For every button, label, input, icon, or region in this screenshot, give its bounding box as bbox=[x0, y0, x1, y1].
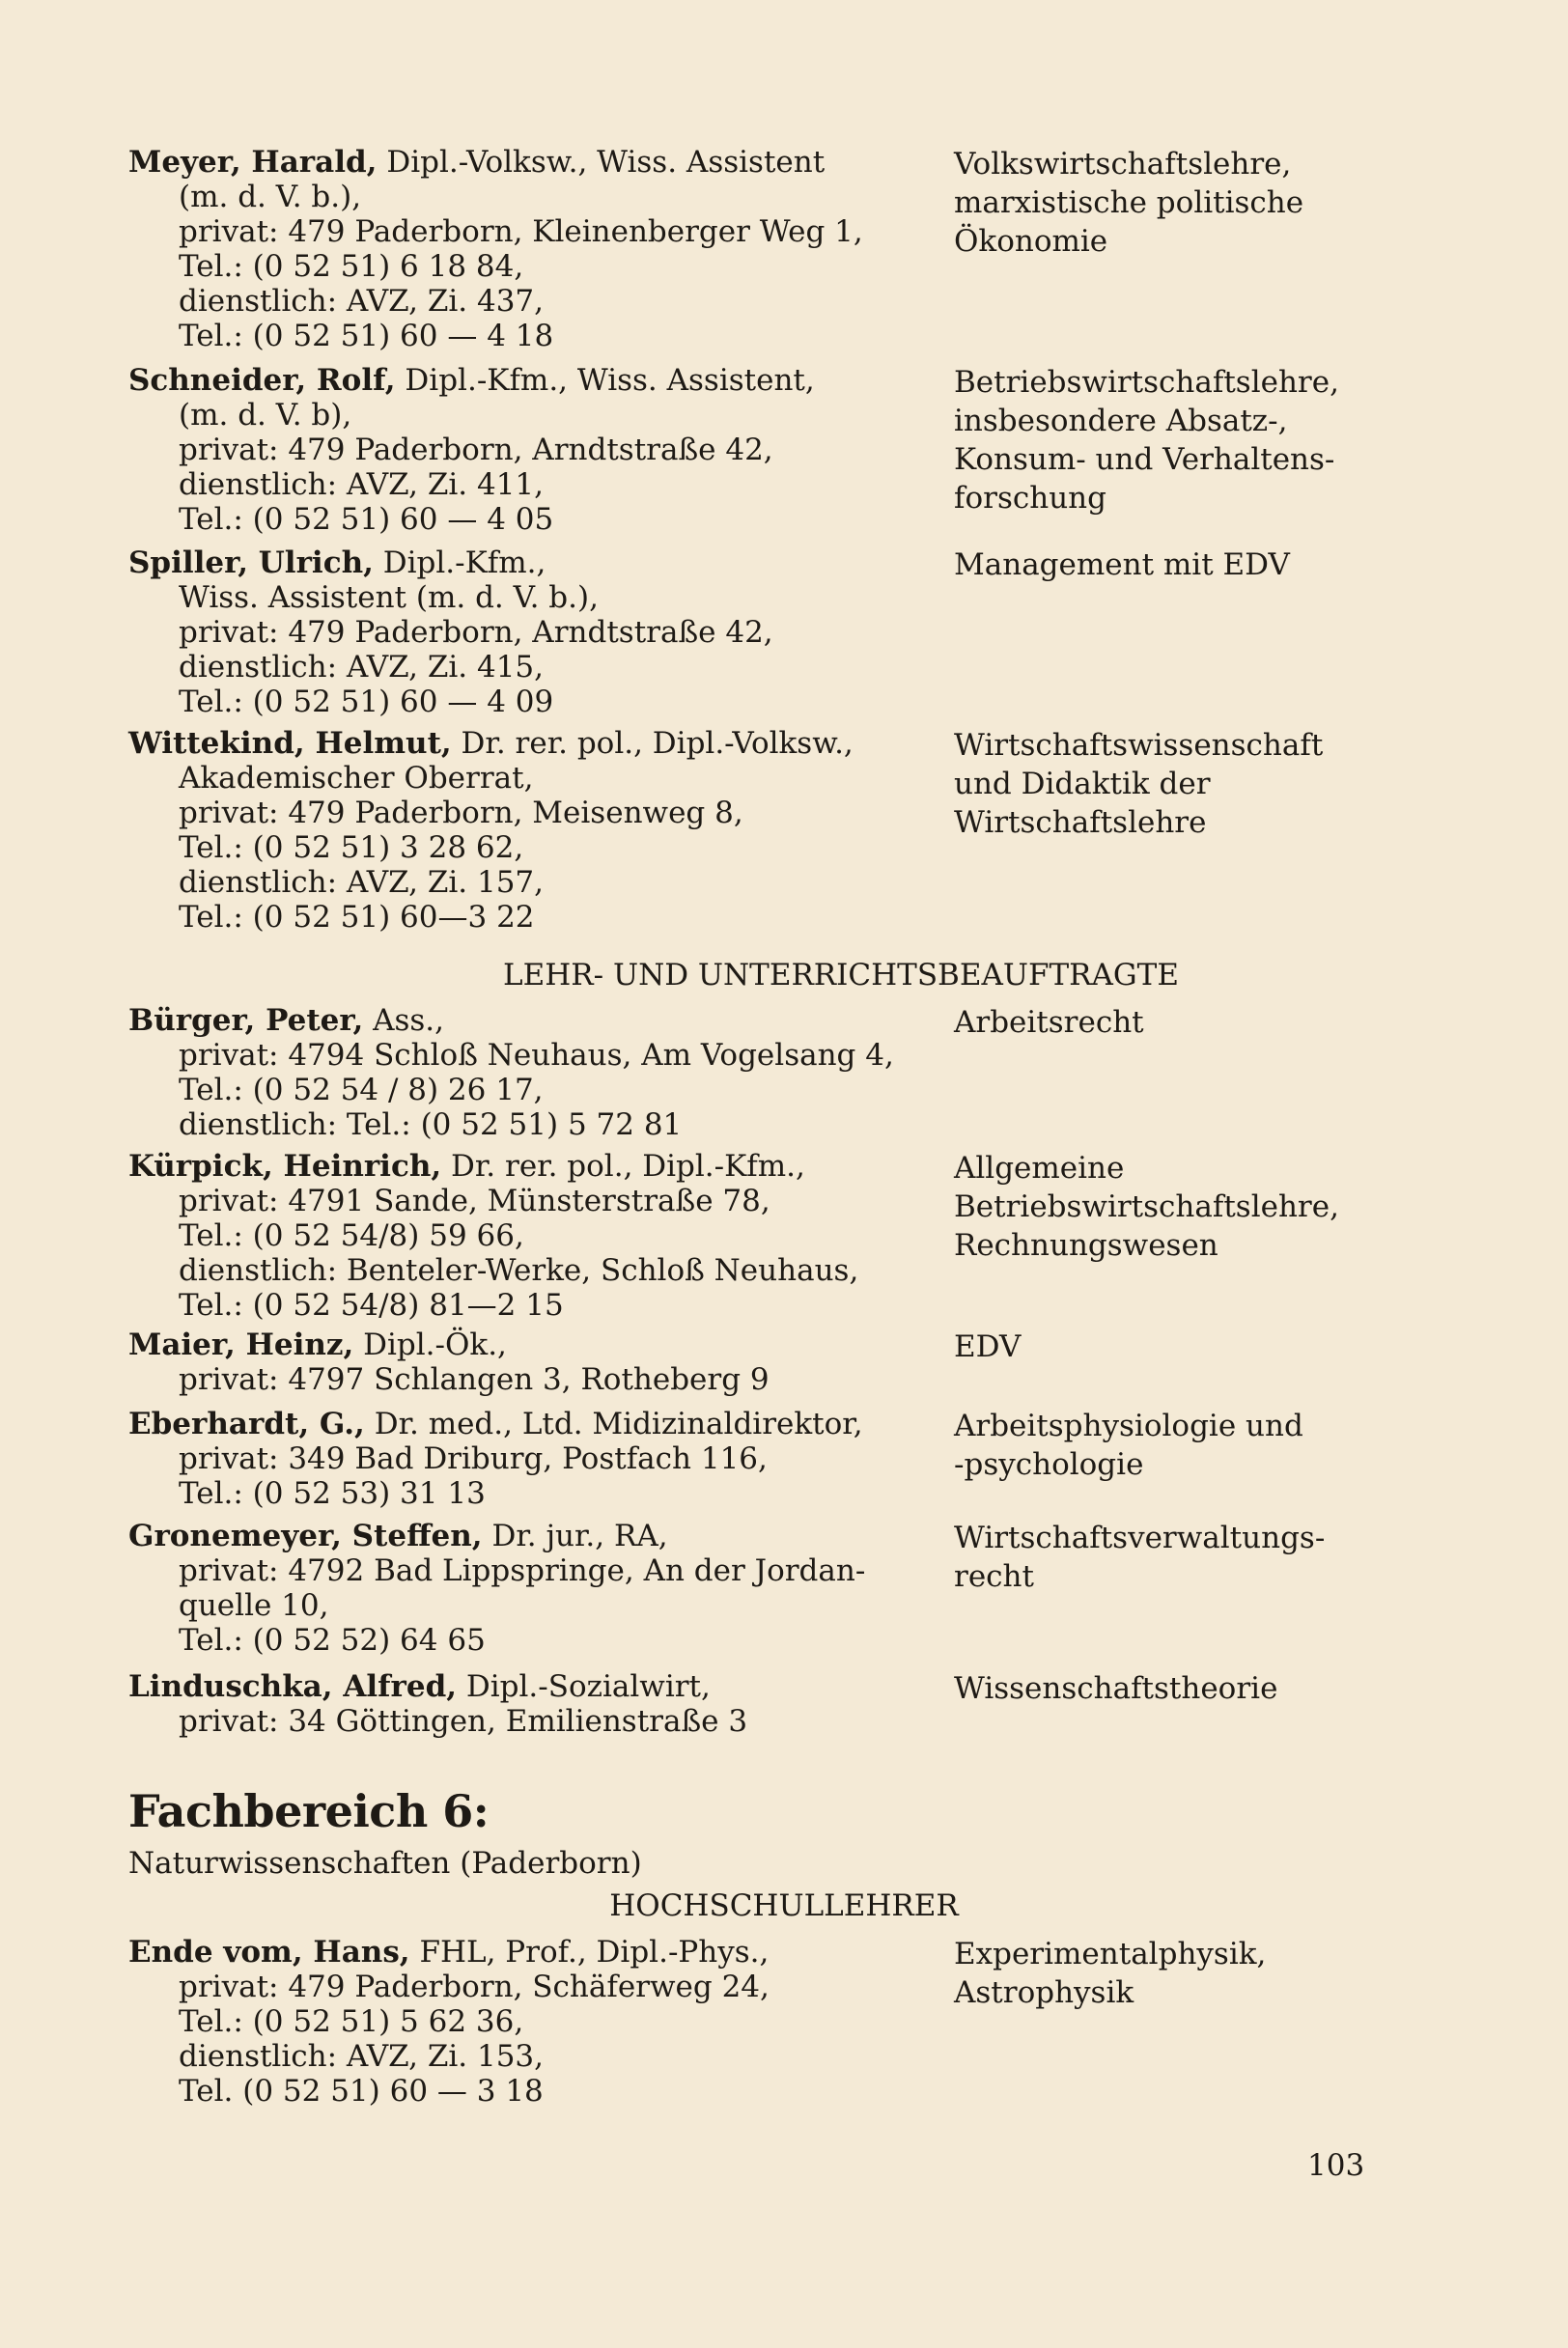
entry-line: Wiss. Assistent (m. d. V. b.), bbox=[179, 580, 599, 615]
entry-line: privat: 4797 Schlangen 3, Rotheberg 9 bbox=[179, 1362, 770, 1397]
entry-line: Tel.: (0 52 51) 60 — 4 18 bbox=[179, 319, 554, 353]
entry-line: privat: 4792 Bad Lippspringe, An der Jordan- bbox=[179, 1553, 866, 1588]
entry-title: FHL, Prof., Dipl.-Phys., bbox=[409, 1935, 770, 1970]
entry-subject: Betriebswirtschaftslehre, insbesondere Absatz-, Konsum- und Verhaltens- forschung bbox=[954, 365, 1339, 516]
entry-subject: Arbeitsphysiologie und -psychologie bbox=[954, 1409, 1303, 1482]
entry-subject: EDV bbox=[954, 1329, 1022, 1364]
entry-subject: Wirtschaftsverwaltungs- recht bbox=[954, 1521, 1326, 1594]
entry-line: dienstlich: Tel.: (0 52 51) 5 72 81 bbox=[179, 1107, 683, 1142]
entry-title: Dipl.-Kfm., Wiss. Assistent, bbox=[395, 363, 815, 398]
entry-line: dienstlich: Benteler-Werke, Schloß Neuhaus, bbox=[179, 1253, 859, 1288]
entry-line: dienstlich: AVZ, Zi. 415, bbox=[179, 650, 545, 685]
entry-name: Eberhardt, G., bbox=[128, 1407, 365, 1441]
entry-line: privat: 4791 Sande, Münsterstraße 78, bbox=[179, 1184, 770, 1218]
entry-subject: Management mit EDV bbox=[954, 547, 1290, 582]
entry-line: dienstlich: AVZ, Zi. 153, bbox=[179, 2039, 545, 2074]
entry-name: Schneider, Rolf, bbox=[128, 363, 396, 398]
entry-subject: Volkswirtschaftslehre, marxistische politische Ökonomie bbox=[954, 147, 1304, 259]
entry-line: privat: 479 Paderborn, Arndtstraße 42, bbox=[179, 433, 773, 467]
entry-name: Bürger, Peter, bbox=[128, 1003, 364, 1038]
entry-subject: Allgemeine Betriebswirtschaftslehre, Rechnungswesen bbox=[954, 1151, 1339, 1263]
entry-subject: Wissenschaftstheorie bbox=[954, 1671, 1278, 1706]
fachbereich-title: Fachbereich 6: bbox=[128, 1785, 490, 1837]
entry-title: Dipl.-Ök., bbox=[353, 1328, 507, 1362]
entry-name: Spiller, Ulrich, bbox=[128, 545, 374, 580]
entry-line: Tel.: (0 52 51) 3 28 62, bbox=[179, 830, 524, 865]
entry-title: Dr. jur., RA, bbox=[482, 1519, 668, 1553]
entry-title: Dipl.-Sozialwirt, bbox=[457, 1669, 711, 1704]
entry-line: privat: 479 Paderborn, Arndtstraße 42, bbox=[179, 615, 773, 650]
page-number: 103 bbox=[1307, 2148, 1365, 2183]
entry-line: Tel. (0 52 51) 60 — 3 18 bbox=[179, 2074, 544, 2109]
entry-name: Gronemeyer, Steffen, bbox=[128, 1519, 483, 1553]
entry-line: Tel.: (0 52 51) 60—3 22 bbox=[179, 900, 535, 935]
entry-line: privat: 4794 Schloß Neuhaus, Am Vogelsang 4, bbox=[179, 1038, 894, 1073]
section-heading-hochschul: HOCHSCHULLEHRER bbox=[609, 1888, 959, 1923]
entry-line: Tel.: (0 52 54/8) 59 66, bbox=[179, 1218, 524, 1253]
entry-line: privat: 34 Göttingen, Emilienstraße 3 bbox=[179, 1704, 748, 1739]
entry-line: (m. d. V. b), bbox=[179, 398, 352, 433]
entry-line: Tel.: (0 52 52) 64 65 bbox=[179, 1623, 486, 1658]
entry-line: privat: 479 Paderborn, Meisenweg 8, bbox=[179, 796, 743, 830]
entry-line: dienstlich: AVZ, Zi. 157, bbox=[179, 865, 545, 900]
entry-title: Dr. rer. pol., Dipl.-Volksw., bbox=[451, 726, 854, 761]
entry-line: privat: 349 Bad Driburg, Postfach 116, bbox=[179, 1441, 768, 1476]
entry-line: Tel.: (0 52 54 / 8) 26 17, bbox=[179, 1073, 544, 1107]
entry-subject: Wirtschaftswissenschaft und Didaktik der Wirtschaftslehre bbox=[954, 728, 1324, 840]
entry-title: Dipl.-Volksw., Wiss. Assistent bbox=[377, 145, 826, 180]
entry-name: Wittekind, Helmut, bbox=[128, 726, 452, 761]
entry-subject: Experimentalphysik, Astrophysik bbox=[954, 1937, 1267, 2010]
entry-line: privat: 479 Paderborn, Schäferweg 24, bbox=[179, 1970, 770, 2004]
entry-line: Tel.: (0 52 54/8) 81—2 15 bbox=[179, 1288, 564, 1323]
entry-line: Tel.: (0 52 53) 31 13 bbox=[179, 1476, 486, 1511]
entry-line: Tel.: (0 52 51) 60 — 4 05 bbox=[179, 502, 554, 537]
entry-line: dienstlich: AVZ, Zi. 411, bbox=[179, 467, 545, 502]
entry-title: Dr. rer. pol., Dipl.-Kfm., bbox=[441, 1149, 805, 1184]
entry-line: (m. d. V. b.), bbox=[179, 180, 362, 214]
entry-name: Maier, Heinz, bbox=[128, 1328, 354, 1362]
entry-line: dienstlich: AVZ, Zi. 437, bbox=[179, 284, 545, 319]
entry-subject: Arbeitsrecht bbox=[954, 1005, 1144, 1040]
section-heading-lehr: LEHR- UND UNTERRICHTSBEAUFTRAGTE bbox=[503, 958, 1179, 992]
entry-name: Kürpick, Heinrich, bbox=[128, 1149, 442, 1184]
entry-title: Dr. med., Ltd. Midizinaldirektor, bbox=[364, 1407, 863, 1441]
entry-name: Ende vom, Hans, bbox=[128, 1935, 410, 1970]
entry-line: Tel.: (0 52 51) 6 18 84, bbox=[179, 249, 524, 284]
entry-title: Dipl.-Kfm., bbox=[373, 545, 546, 580]
entry-line: privat: 479 Paderborn, Kleinenberger Weg 1, bbox=[179, 214, 863, 249]
entry-name: Linduschka, Alfred, bbox=[128, 1669, 458, 1704]
entry-line: Akademischer Oberrat, bbox=[179, 761, 534, 796]
entry-title: Ass., bbox=[363, 1003, 445, 1038]
entry-line: Tel.: (0 52 51) 5 62 36, bbox=[179, 2004, 524, 2039]
fachbereich-subtitle: Naturwissenschaften (Paderborn) bbox=[128, 1846, 642, 1881]
entry-name: Meyer, Harald, bbox=[128, 145, 378, 180]
entry-line: Tel.: (0 52 51) 60 — 4 09 bbox=[179, 685, 554, 719]
entry-line: quelle 10, bbox=[179, 1588, 329, 1623]
